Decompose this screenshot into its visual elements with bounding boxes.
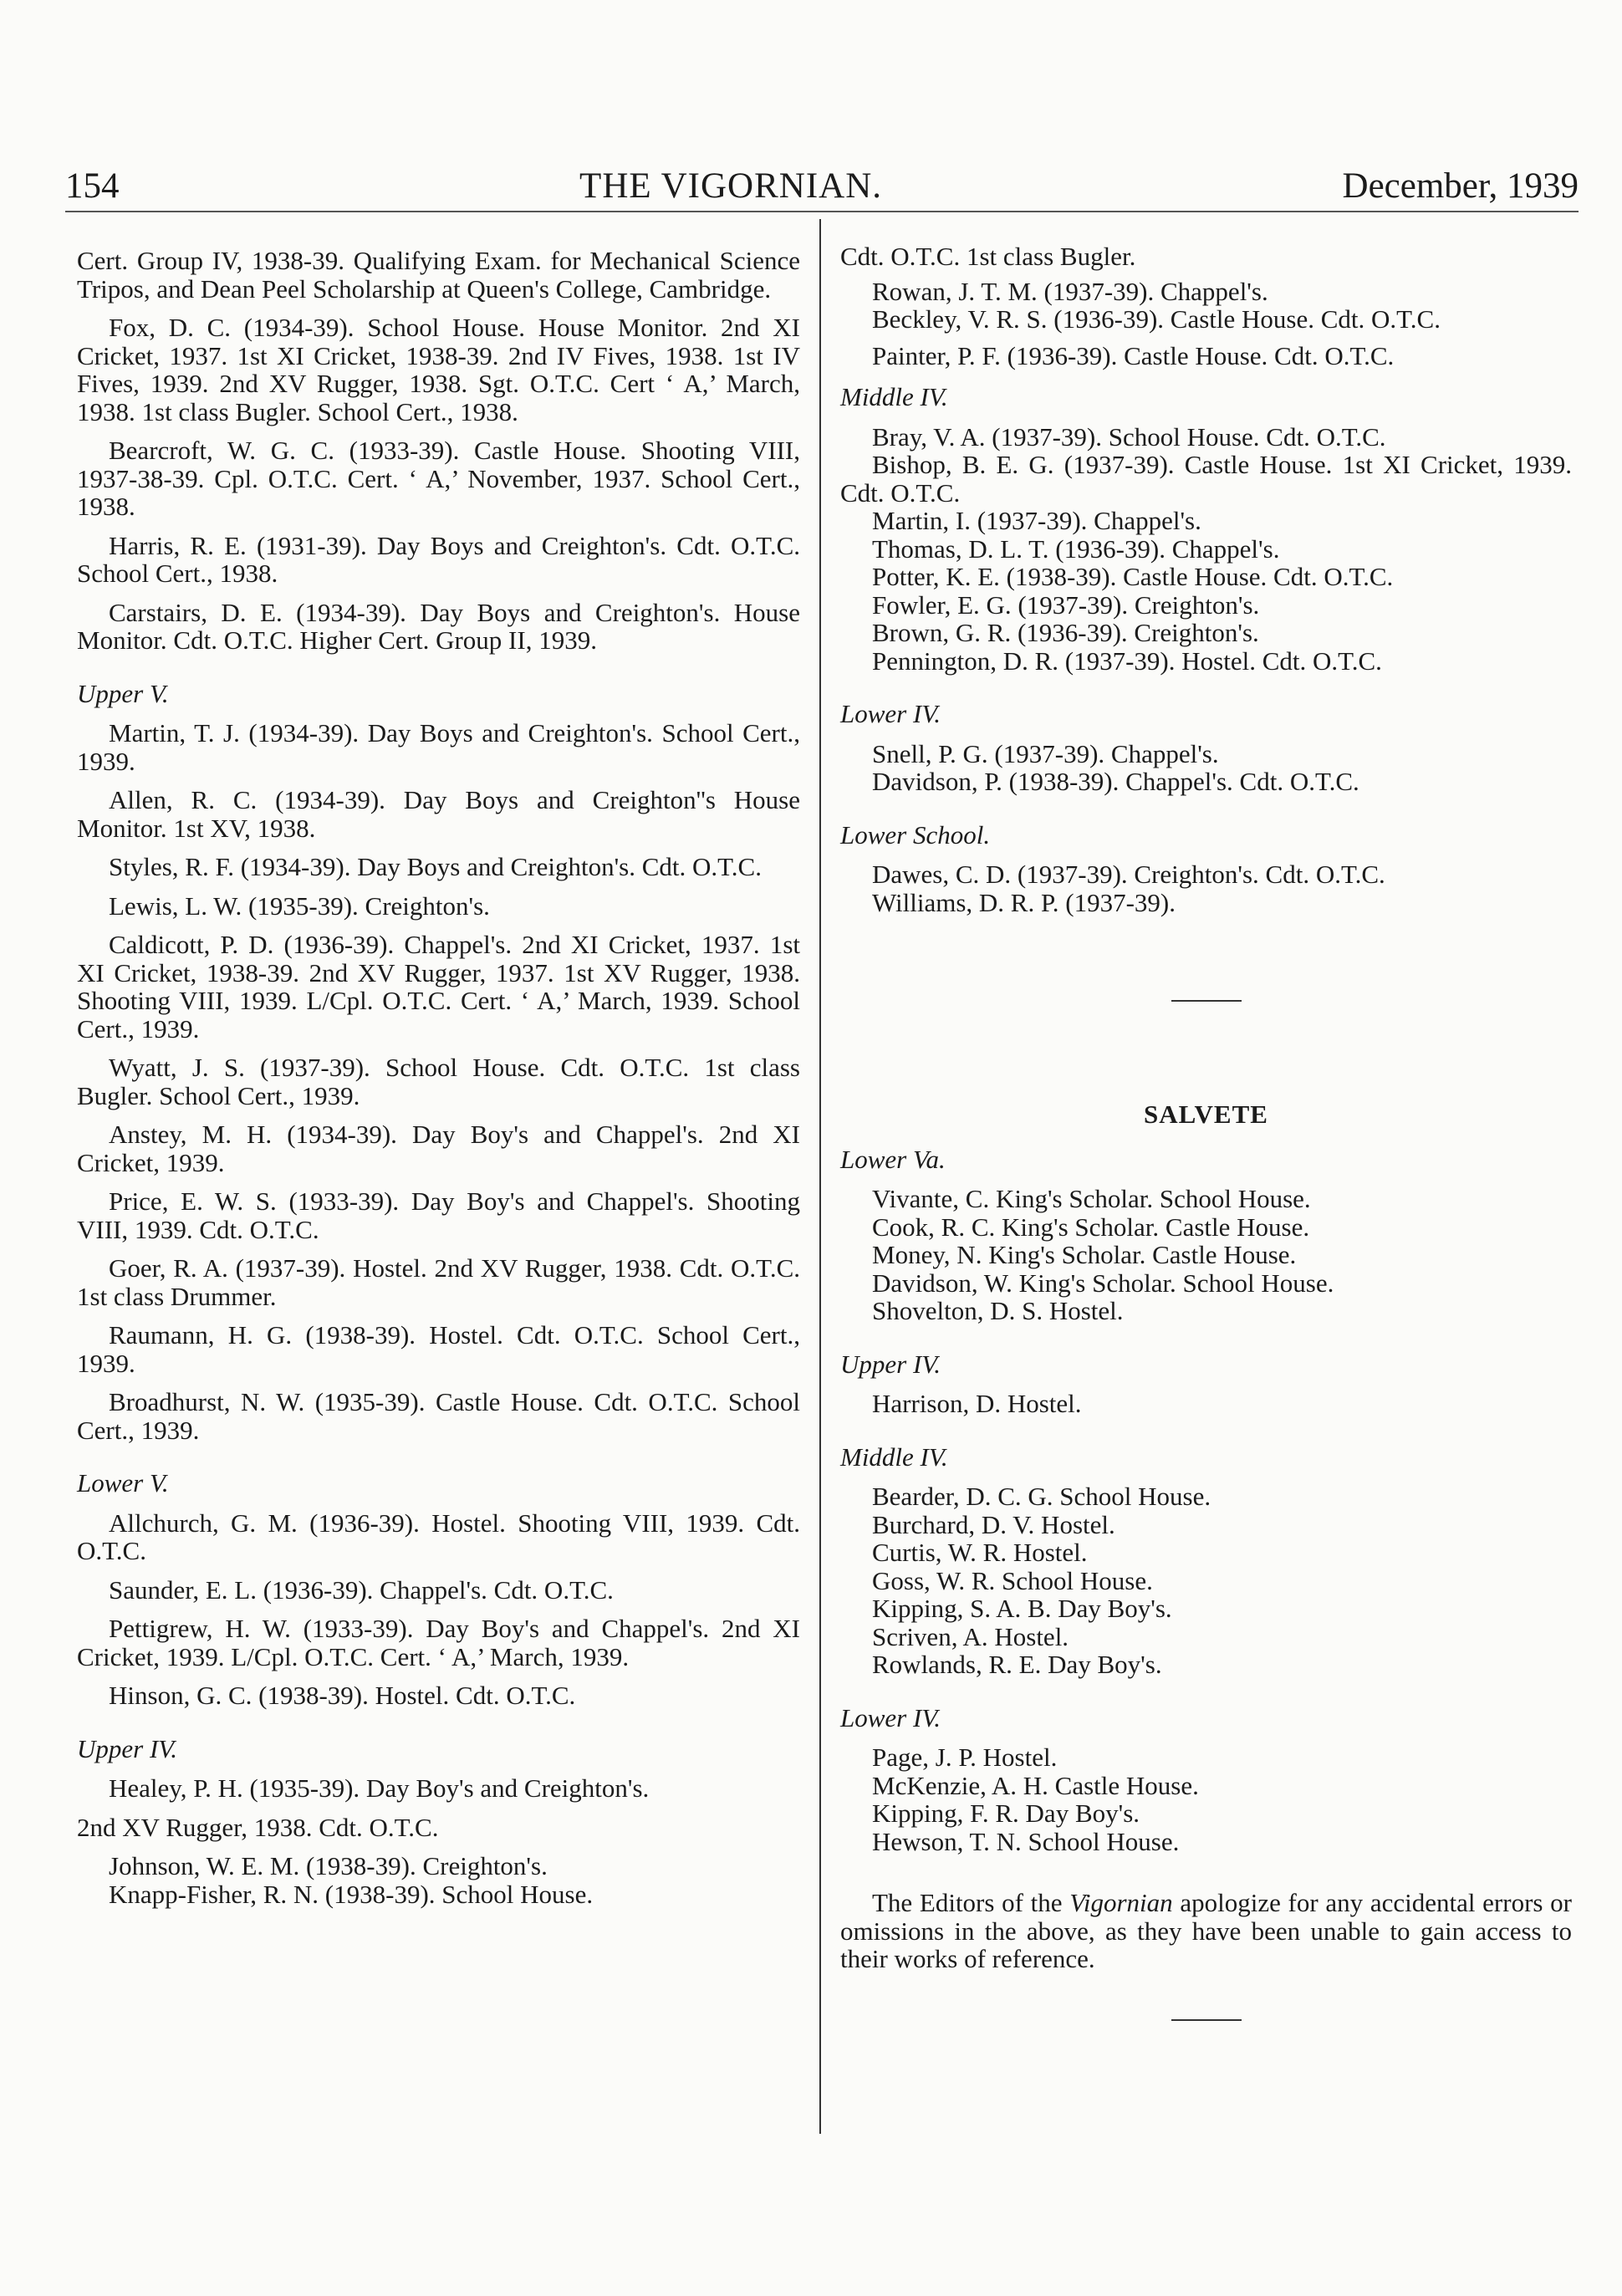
entry: Harris, R. E. (1931-39). Day Boys and Creighton's. Cdt. O.T.C. School Cert., 1938. bbox=[77, 530, 800, 588]
entry: Price, E. W. S. (1933-39). Day Boy's and Chappel's. Shooting VIII, 1939. Cdt. O.T.C. bbox=[77, 1186, 800, 1244]
note-text-end: apologize for any accidental errors or omissions in the above, as they have been unable to gain access to their works of reference. bbox=[840, 1888, 1572, 1973]
section-heading: Upper IV. bbox=[840, 1349, 941, 1379]
entry: Curtis, W. R. Hostel. bbox=[872, 1538, 1088, 1567]
entry: Dawes, C. D. (1937-39). Creighton's. Cdt. O.T.C. bbox=[872, 860, 1385, 889]
entry: Bray, V. A. (1937-39). School House. Cdt. O.T.C. bbox=[872, 421, 1386, 452]
entry: Anstey, M. H. (1934-39). Day Boy's and Chappel's. 2nd XI Cricket, 1939. bbox=[77, 1120, 800, 1177]
entry: Beckley, V. R. S. (1936-39). Castle House. Cdt. O.T.C. bbox=[872, 304, 1441, 334]
entry: Fowler, E. G. (1937-39). Creighton's. bbox=[872, 589, 1260, 620]
entry: Johnson, W. E. M. (1938-39). Creighton's. bbox=[109, 1851, 548, 1880]
entry: Potter, K. E. (1938-39). Castle House. Cdt. O.T.C. bbox=[872, 562, 1394, 591]
entry: Page, J. P. Hostel. bbox=[872, 1742, 1058, 1772]
right-column bbox=[840, 242, 1572, 2021]
entry: Wyatt, J. S. (1937-39). School House. Cdt. O.T.C. 1st class Bugler. School Cert., 1939. bbox=[77, 1053, 800, 1110]
entry: Broadhurst, N. W. (1935-39). Castle House. Cdt. O.T.C. School Cert., 1939. bbox=[77, 1387, 800, 1445]
section-heading: Lower IV. bbox=[840, 1702, 941, 1732]
entry: Pennington, D. R. (1937-39). Hostel. Cdt. O.T.C. bbox=[872, 645, 1382, 676]
entry: Thomas, D. L. T. (1936-39). Chappel's. bbox=[872, 533, 1280, 564]
issue-date: December, 1939 bbox=[1342, 166, 1579, 206]
entry: Knapp-Fisher, R. N. (1938-39). School House. bbox=[109, 1879, 594, 1909]
entry: Bearder, D. C. G. School House. bbox=[872, 1482, 1211, 1511]
entry: Bishop, B. E. G. (1937-39). Castle House. 1st XI Cricket, 1939. Cdt. O.T.C. bbox=[840, 450, 1572, 508]
journal-title: THE VIGORNIAN. bbox=[579, 166, 882, 206]
entry-continuation: Cdt. O.T.C. 1st class Bugler. bbox=[840, 242, 1136, 271]
entry: Rowan, J. T. M. (1937-39). Chappel's. bbox=[872, 276, 1268, 306]
entry: Cook, R. C. King's Scholar. Castle House. bbox=[872, 1212, 1310, 1242]
left-column bbox=[77, 247, 800, 1908]
section-heading: Lower V. bbox=[77, 1468, 169, 1498]
entry: Caldicott, P. D. (1936-39). Chappel's. 2nd XI Cricket, 1937. 1st XI Cricket, 1938-39. 2nd XV Rugger, 1937. 1st XV Rugger, 1938. Shooting VIII, 1939. L/Cpl. O.T.C. Cert. ‘ A,’ March, 1939. School Cert., 1939. bbox=[77, 930, 800, 1043]
entry: Goer, R. A. (1937-39). Hostel. 2nd XV Rugger, 1938. Cdt. O.T.C. 1st class Drummer. bbox=[77, 1253, 800, 1311]
entry: Shovelton, D. S. Hostel. bbox=[872, 1296, 1124, 1325]
entry: Martin, I. (1937-39). Chappel's. bbox=[872, 506, 1201, 535]
section-heading: Lower School. bbox=[840, 819, 991, 850]
entry: Harrison, D. Hostel. bbox=[872, 1389, 1082, 1418]
editors-note bbox=[840, 1889, 1572, 1973]
entry: Kipping, F. R. Day Boy's. bbox=[872, 1799, 1140, 1828]
entry: 2nd XV Rugger, 1938. Cdt. O.T.C. bbox=[77, 1812, 439, 1842]
entry: Saunder, E. L. (1936-39). Chappel's. Cdt. O.T.C. bbox=[109, 1574, 614, 1605]
entry: Healey, P. H. (1935-39). Day Boy's and Creighton's. bbox=[109, 1773, 650, 1803]
entry: Vivante, C. King's Scholar. School House. bbox=[872, 1184, 1311, 1213]
entry: Scriven, A. Hostel. bbox=[872, 1621, 1069, 1651]
entry: Painter, P. F. (1936-39). Castle House. Cdt. O.T.C. bbox=[872, 340, 1395, 370]
section-heading: Middle IV. bbox=[840, 382, 948, 411]
entry: Kipping, S. A. B. Day Boy's. bbox=[872, 1594, 1172, 1623]
section-divider bbox=[1171, 1000, 1242, 1002]
entry: Allen, R. C. (1934-39). Day Boys and Creighton''s House Monitor. 1st XV, 1938. bbox=[77, 785, 800, 843]
section-heading: Upper V. bbox=[77, 678, 169, 708]
entry: Martin, T. J. (1934-39). Day Boys and Creighton's. School Cert., 1939. bbox=[77, 718, 800, 776]
note-journal-name: Vigornian bbox=[1069, 1888, 1173, 1917]
note-text-start: The Editors of the bbox=[872, 1888, 1070, 1917]
entry: Davidson, P. (1938-39). Chappel's. Cdt. O.T.C. bbox=[872, 767, 1359, 796]
entry: Raumann, H. G. (1938-39). Hostel. Cdt. O.T.C. School Cert., 1939. bbox=[77, 1320, 800, 1378]
header-rule bbox=[65, 211, 1579, 212]
entry: Styles, R. F. (1934-39). Day Boys and Creighton's. Cdt. O.T.C. bbox=[109, 852, 762, 881]
entry: Burchard, D. V. Hostel. bbox=[872, 1509, 1115, 1539]
section-heading: Middle IV. bbox=[840, 1441, 948, 1472]
salvete-heading: SALVETE bbox=[1144, 1100, 1268, 1129]
entry: Fox, D. C. (1934-39). School House. House Monitor. 2nd XI Cricket, 1937. 1st XI Cricket, 1938-39. 2nd IV Fives, 1938. 1st IV Fives, 1939. 2nd XV Rugger, 1938. Sgt. O.T.C. Cert ‘ A,’ March, 1938. 1st class Bugler. School Cert., 1938. bbox=[77, 313, 800, 426]
entry: Snell, P. G. (1937-39). Chappel's. bbox=[872, 738, 1219, 768]
entry-continuation: Cert. Group IV, 1938-39. Qualifying Exam. for Mechanical Science Tripos, and Dean Peel Scholarship at Queen's College, Cambridge. bbox=[77, 246, 800, 304]
entry: McKenzie, A. H. Castle House. bbox=[872, 1770, 1199, 1800]
page-number: 154 bbox=[65, 166, 120, 206]
entry: Pettigrew, H. W. (1933-39). Day Boy's and Chappel's. 2nd XI Cricket, 1939. L/Cpl. O.T.C. Cert. ‘ A,’ March, 1939. bbox=[77, 1614, 800, 1671]
entry: Lewis, L. W. (1935-39). Creighton's. bbox=[109, 890, 490, 921]
entry: Rowlands, R. E. Day Boy's. bbox=[872, 1650, 1162, 1679]
entry: Hewson, T. N. School House. bbox=[872, 1826, 1180, 1856]
entry: Williams, D. R. P. (1937-39). bbox=[872, 887, 1176, 917]
entry: Money, N. King's Scholar. Castle House. bbox=[872, 1240, 1297, 1269]
entry: Allchurch, G. M. (1936-39). Hostel. Shooting VIII, 1939. Cdt. O.T.C. bbox=[77, 1508, 800, 1565]
section-heading: Upper IV. bbox=[77, 1733, 177, 1763]
column-divider bbox=[819, 219, 821, 2134]
entry: Bearcroft, W. G. C. (1933-39). Castle House. Shooting VIII, 1937-38-39. Cpl. O.T.C. Cert. ‘ A,’ November, 1937. School Cert., 1938. bbox=[77, 436, 800, 521]
end-divider bbox=[1171, 2019, 1242, 2021]
entry: Hinson, G. C. (1938-39). Hostel. Cdt. O.T.C. bbox=[109, 1681, 576, 1710]
section-heading: Lower IV. bbox=[840, 699, 941, 728]
running-header bbox=[65, 151, 1579, 204]
entry: Brown, G. R. (1936-39). Creighton's. bbox=[872, 618, 1259, 647]
entry: Davidson, W. King's Scholar. School House. bbox=[872, 1268, 1334, 1298]
section-heading: Lower Va. bbox=[840, 1144, 946, 1174]
entry: Carstairs, D. E. (1934-39). Day Boys and Creighton's. House Monitor. Cdt. O.T.C. Higher Cert. Group II, 1939. bbox=[77, 597, 800, 655]
entry: Goss, W. R. School House. bbox=[872, 1565, 1153, 1595]
